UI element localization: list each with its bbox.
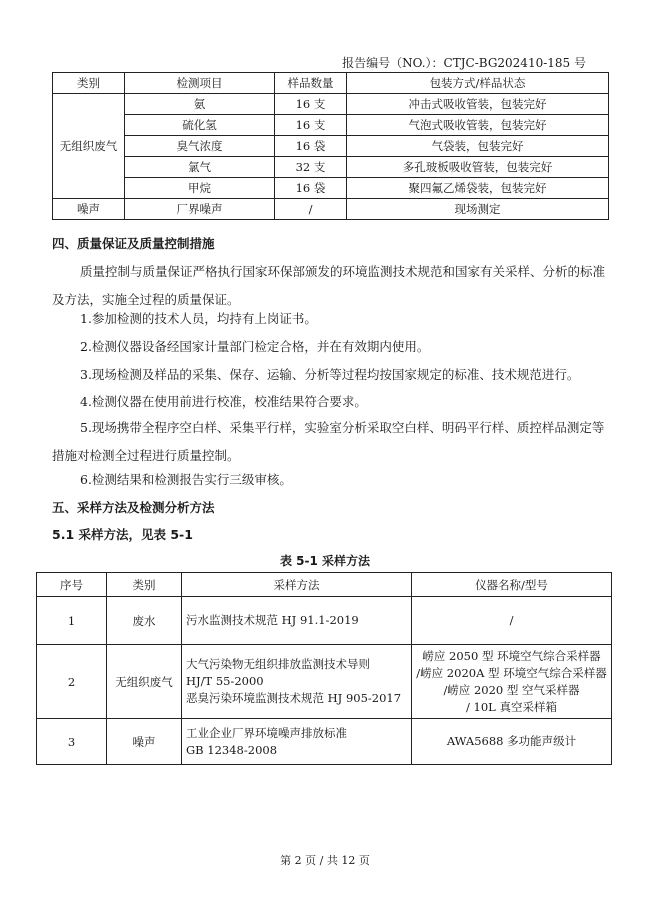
instrument-line: 崂应 2050 型 环境空气综合采样器 xyxy=(422,648,601,663)
item-cell: 臭气浓度 xyxy=(125,136,275,157)
qty-cell: 16 支 xyxy=(275,115,347,136)
list-item: 4.检测仪器在使用前进行校准，校准结果符合要求。 xyxy=(80,394,367,409)
list-item: 5.现场携带全程序空白样、采集平行样，实验室分析采取空白样、明码平行样、质控样品测定等措施对检测全过程进行质量控制。 xyxy=(52,420,605,463)
category-cell: 噪声 xyxy=(107,719,182,765)
table-caption: 表 5-1 采样方法 xyxy=(279,554,371,568)
header-cell: 仪器名称/型号 xyxy=(412,573,612,597)
table-row xyxy=(37,719,612,765)
instrument-cell xyxy=(412,597,612,645)
header-cell: 样品数量 xyxy=(275,73,347,94)
item-cell: 甲烷 xyxy=(125,178,275,199)
table-row xyxy=(53,157,609,178)
item-cell: 氯气 xyxy=(125,157,275,178)
method-line: 大气污染物无组织排放监测技术导则 xyxy=(186,657,370,671)
qty-cell: / xyxy=(275,199,347,220)
item-cell: 硫化氢 xyxy=(125,115,275,136)
table-row xyxy=(53,115,609,136)
instrument-line: /崂应 2020 型 空气采样器 xyxy=(443,682,580,697)
instrument-line: / xyxy=(509,613,514,627)
no-cell: 3 xyxy=(37,719,107,765)
category-cell: 无组织废气 xyxy=(53,94,125,199)
header-cell: 检测项目 xyxy=(125,73,275,94)
table-row xyxy=(53,136,609,157)
no-cell: 2 xyxy=(37,645,107,719)
sample-table xyxy=(52,72,609,220)
method-cell xyxy=(182,597,412,645)
category-cell: 噪声 xyxy=(53,199,125,220)
pack-cell: 气泡式吸收管装，包装完好 xyxy=(347,115,609,136)
header-cell: 采样方法 xyxy=(182,573,412,597)
table-row xyxy=(37,645,612,719)
section-title: 四、质量保证及质量控制措施 xyxy=(52,236,215,251)
qty-cell: 16 支 xyxy=(275,94,347,115)
qty-cell: 16 袋 xyxy=(275,178,347,199)
category-cell: 废水 xyxy=(107,597,182,645)
table-header-row xyxy=(37,573,612,597)
instrument-cell xyxy=(412,719,612,765)
category-cell: 无组织废气 xyxy=(107,645,182,719)
table-row xyxy=(53,178,609,199)
instrument-line: AWA5688 多功能声级计 xyxy=(446,734,577,748)
subsection-title: 5.1 采样方法，见表 5-1 xyxy=(52,527,193,542)
list-item: 1.参加检测的技术人员，均持有上岗证书。 xyxy=(80,311,317,326)
table-row xyxy=(37,597,612,645)
header-cell: 类别 xyxy=(107,573,182,597)
pack-cell: 聚四氟乙烯袋装，包装完好 xyxy=(347,178,609,199)
method-line: 恶臭污染环境监测技术规范 HJ 905-2017 xyxy=(186,691,402,705)
qty-cell: 32 支 xyxy=(275,157,347,178)
method-line: HJ/T 55-2000 xyxy=(186,674,264,688)
header-cell: 包装方式/样品状态 xyxy=(347,73,609,94)
section-title: 五、采样方法及检测分析方法 xyxy=(52,500,215,515)
table-row xyxy=(53,94,609,115)
method-line: GB 12348-2008 xyxy=(186,742,278,757)
page-footer: 第 2 页 / 共 12 页 xyxy=(280,854,370,867)
table-header-row xyxy=(53,73,609,94)
instrument-line: / 10L 真空采样箱 xyxy=(466,699,557,714)
item-cell: 厂界噪声 xyxy=(125,199,275,220)
paragraph: 质量控制与质量保证严格执行国家环保部颁发的环境监测技术规范和国家有关采样、分析的标准及方法，实施全过程的质量保证。 xyxy=(52,264,606,307)
list-item: 6.检测结果和检测报告实行三级审核。 xyxy=(80,472,292,487)
method-cell xyxy=(182,645,412,719)
pack-cell: 冲击式吸收管装，包装完好 xyxy=(347,94,609,115)
instrument-cell xyxy=(412,645,612,719)
pack-cell: 多孔玻板吸收管装，包装完好 xyxy=(347,157,609,178)
header-cell: 序号 xyxy=(37,573,107,597)
method-cell xyxy=(182,719,412,765)
list-item: 3.现场检测及样品的采集、保存、运输、分析等过程均按国家规定的标准、技术规范进行。 xyxy=(80,367,580,382)
header-cell: 类别 xyxy=(53,73,125,94)
qty-cell: 16 袋 xyxy=(275,136,347,157)
report-number: 报告编号（NO.）：CTJC-BG202410-185 号 xyxy=(342,56,586,70)
table-row xyxy=(53,199,609,220)
list-item: 2.检测仪器设备经国家计量部门检定合格，并在有效期内使用。 xyxy=(80,339,430,354)
pack-cell: 现场测定 xyxy=(347,199,609,220)
instrument-line: /崂应 2020A 型 环境空气综合采样器 xyxy=(416,665,607,680)
item-cell: 氨 xyxy=(125,94,275,115)
method-line: 工业企业厂界环境噪声排放标准 xyxy=(186,725,347,740)
method-table xyxy=(36,572,612,765)
method-line: 污水监测技术规范 HJ 91.1-2019 xyxy=(186,613,359,627)
no-cell: 1 xyxy=(37,597,107,645)
pack-cell: 气袋装，包装完好 xyxy=(347,136,609,157)
